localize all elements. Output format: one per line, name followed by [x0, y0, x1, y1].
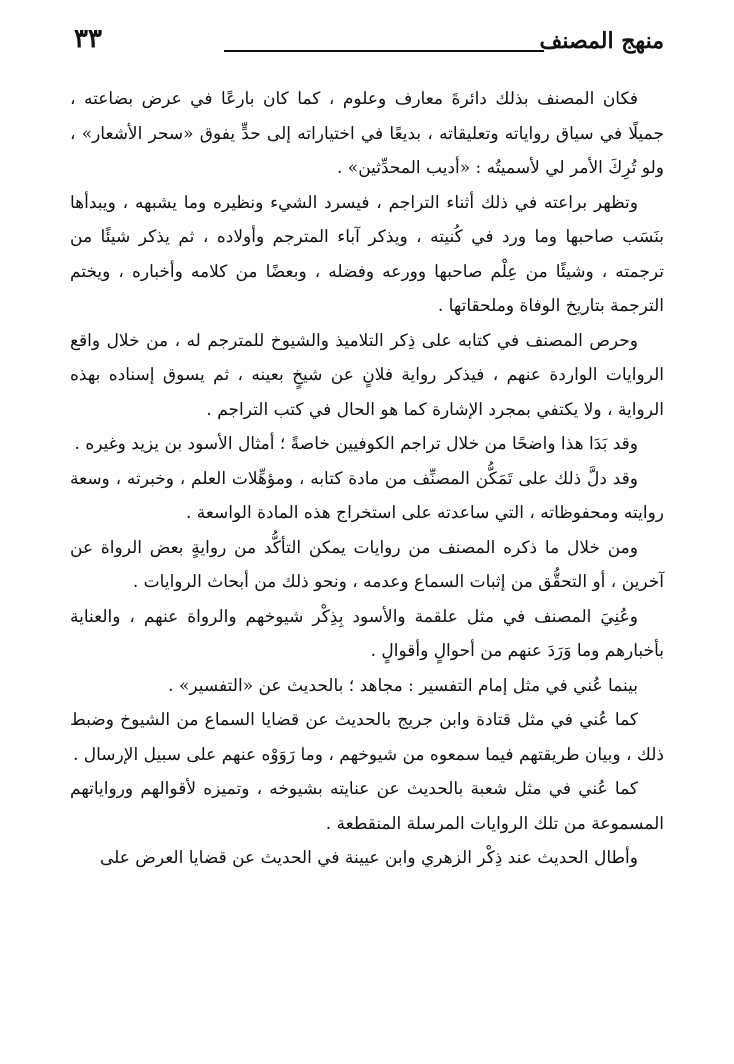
paragraph: وحرص المصنف في كتابه على ذِكر التلاميذ والشيوخ للمترجم له ، من خلال واقع الروايات الواردة عنهم ، فيذكر رواية فلانٍ عن شيخٍ بعينه ، ثم يسوق إسناده بهذه الرواية ، ولا يكتفي بمجرد الإشارة كما هو الحال في كتب التراجم . — [70, 330, 664, 420]
header-rule — [224, 50, 544, 52]
page-number: ٣٣ — [74, 24, 102, 54]
paragraph: كما عُني في مثل قتادة وابن جريج بالحديث عن قضايا السماع من الشيوخ وضبط ذلك ، وبيان طريقتهم فيما سمعوه من شيوخهم ، وما رَوَوْه عنهم على سبيل الإرسال . — [70, 710, 664, 765]
paragraph: وقد دلَّ ذلك على تَمَكُّن المصنِّف من مادة كتابه ، ومؤهِّلات العلم ، وخبرته ، وسعة روايته ومحفوظاته ، التي ساعدته على استخراج هذه المادة الواسعة . — [70, 468, 664, 523]
paragraph: وعُنِيَ المصنف في مثل علقمة والأسود بِذِكْر شيوخهم والرواة عنهم ، والعناية بأخبارهم وما وَرَدَ عنهم من أحوالٍ وأقوالٍ . — [70, 606, 664, 661]
page-header — [74, 22, 664, 66]
paragraph: ومن خلال ما ذكره المصنف من روايات يمكن التأكُّد من روايةٍ بعض الرواة عن آخرين ، أو التحقُّق من إثبات السماع وعدمه ، ونحو ذلك من أبحاث الروايات . — [70, 537, 664, 592]
body-text — [70, 82, 664, 876]
paragraph: وتظهر براعته في ذلك أثناء التراجم ، فيسرد الشيء ونظيره وما يشبهه ، ويبدأها بنَسَب صاحبها وما ورد في كُنيته ، ويذكر آباء المترجم وأولاده ، ثم يذكر شيئًا من ترجمته ، وشيئًا من عِلْم صاحبها وورعه وفضله ، وبعضًا من كلامه وأخباره ، ويختم الترجمة بتاريخ الوفاة وملحقاتها . — [70, 192, 664, 316]
paragraph: وقد بَدَا هذا واضحًا من خلال تراجم الكوفيين خاصةً ؛ أمثال الأسود بن يزيد وغيره . — [74, 434, 638, 454]
paragraph: بينما عُني في مثل إمام التفسير : مجاهد ؛ بالحديث عن «التفسير» . — [168, 675, 638, 696]
paragraph: وأطال الحديث عند ذِكْر الزهري وابن عيينة في الحديث عن قضايا العرض على — [99, 848, 638, 868]
running-title: منهج المصنف — [539, 28, 664, 54]
paragraph: فكان المصنف بذلك دائرةَ معارف وعلوم ، كما كان بارعًا في عرض بضاعته ، جميلًا في سياق رواياته وتعليقاته ، بديعًا في اختياراته إلى حدٍّ يفوق «سحر الأشعار» ، ولو تُرِكَ الأمر لي لأسميتُه : «أديب المحدِّثين» . — [70, 89, 664, 178]
paragraph: كما عُني في مثل شعبة بالحديث عن عنايته بشيوخه ، وتميزه لأقوالهم ورواياتهم المسموعة من تلك الروايات المرسلة المنقطعة . — [70, 779, 664, 834]
